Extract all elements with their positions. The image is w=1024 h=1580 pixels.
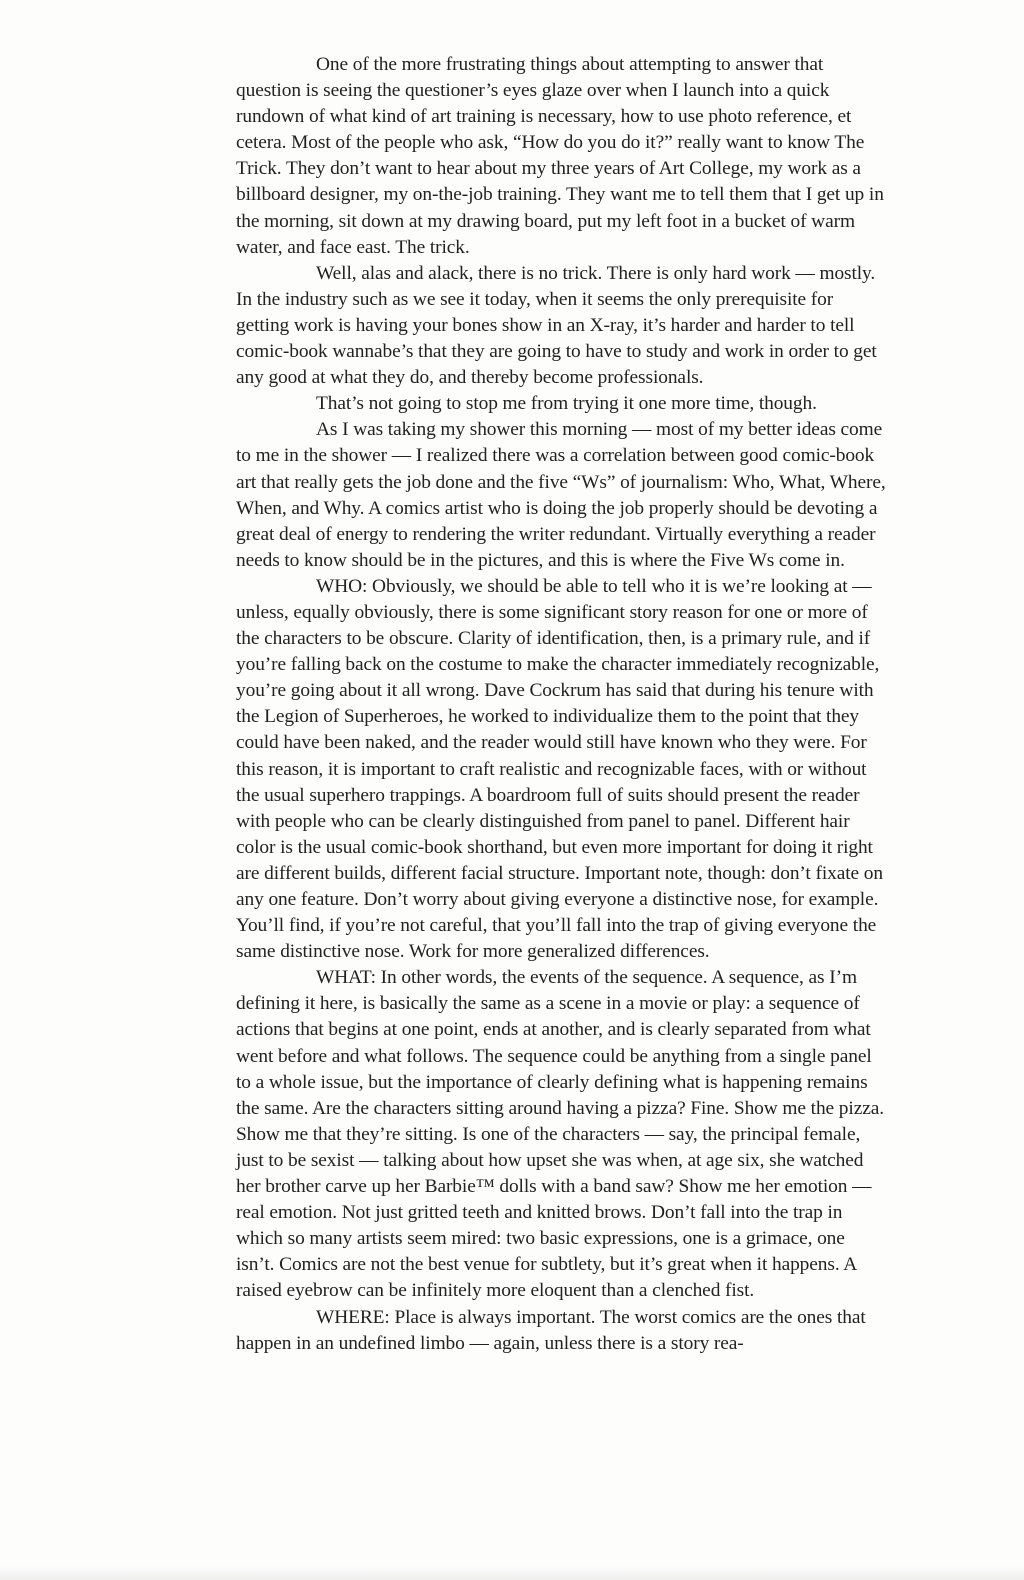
paragraph-where: WHERE: Place is always important. The worst comics are the ones that happen in an undefined limbo — again, unless there is a story rea- xyxy=(236,1306,866,1354)
page-bottom-edge xyxy=(0,1566,1024,1580)
paragraph-one-more-time: That’s not going to stop me from trying it one more time, though. xyxy=(316,393,817,415)
paragraph-no-trick: Well, alas and alack, there is no trick. There is only hard work — mostly. In the industry such as we see it today, when it seems the only prerequisite for getting work is having your bones show in an X-ray, it’s harder and harder to tell comic-book wannabe’s that they are going to have to study and work in order to get any good at what they do, and thereby become professionals. xyxy=(236,262,877,389)
paragraph-what: WHAT: In other words, the events of the sequence. A sequence, as I’m defining it here, is basically the same as a scene in a movie or play: a sequence of actions that begins at one point, ends at another, and is clearly separated from what went before and what follows. The sequence could be anything from a single panel to a whole issue, but the importance of clearly defining what is happening remains the same. Are the characters sitting around having a pizza? Fine. Show me the pizza. Show me that they’re sitting. Is one of the characters — say, the principal female, just to be sexist — talking about how upset she was when, at age six, she watched her brother carve up her Barbie™ dolls with a band saw? Show me her emotion — real emotion. Not just gritted teeth and knitted brows. Don’t fall into the trap in which so many artists seem mired: two basic expressions, one is a grimace, one isn’t. Comics are not the best venue for subtlety, but it’s great when it happens. A raised eyebrow can be infinitely more eloquent than a clenched fist. xyxy=(236,967,884,1302)
paragraph-who: WHO: Obviously, we should be able to tell who it is we’re looking at — unless, equally obviously, there is some significant story reason for one or more of the characters to be obscure. Clarity of identification, then, is a primary rule, and if you’re falling back on the costume to make the character immediately recognizable, you’re going about it all wrong. Dave Cockrum has said that during his tenure with the Legion of Superheroes, he worked to individualize them to the point that they could have been naked, and the reader would still have known who they were. For this reason, it is important to craft realistic and recognizable faces, with or without the usual superhero trappings. A boardroom full of suits should present the reader with people who can be clearly distinguished from panel to panel. Different hair color is the usual comic-book shorthand, but even more important for doing it right are different builds, different facial structure. Important note, though: don’t fixate on any one feature. Don’t worry about giving everyone a distinctive nose, for example. You’ll find, if you’re not careful, that you’ll fall into the trap of giving everyone the same distinctive nose. Work for more generalized differences. xyxy=(236,575,883,963)
paragraph-five-ws-intro: As I was taking my shower this morning — most of my better ideas come to me in the shower — I realized there was a correlation between good comic-book art that really gets the job done and the five “Ws” of journalism: Who, What, Where, When, and Why. A comics artist who is doing the job properly should be devoting a great deal of energy to rendering the writer redundant. Virtually everything a reader needs to know should be in the pictures, and this is where the Five Ws come in. xyxy=(236,419,886,571)
paragraph-frustrating-question: One of the more frustrating things about attempting to answer that question is seeing the questioner’s eyes glaze over when I launch into a quick rundown of what kind of art training is necessary, how to use photo reference, et cetera. Most of the people who ask, “How do you do it?” really want to know The Trick. They don’t want to hear about my three years of Art College, my work as a billboard designer, my on-the-job training. They want me to tell them that I get up in the morning, sit down at my drawing board, put my left foot in a bucket of warm water, and face east. The trick. xyxy=(236,54,884,258)
body-text-column xyxy=(236,52,886,1357)
